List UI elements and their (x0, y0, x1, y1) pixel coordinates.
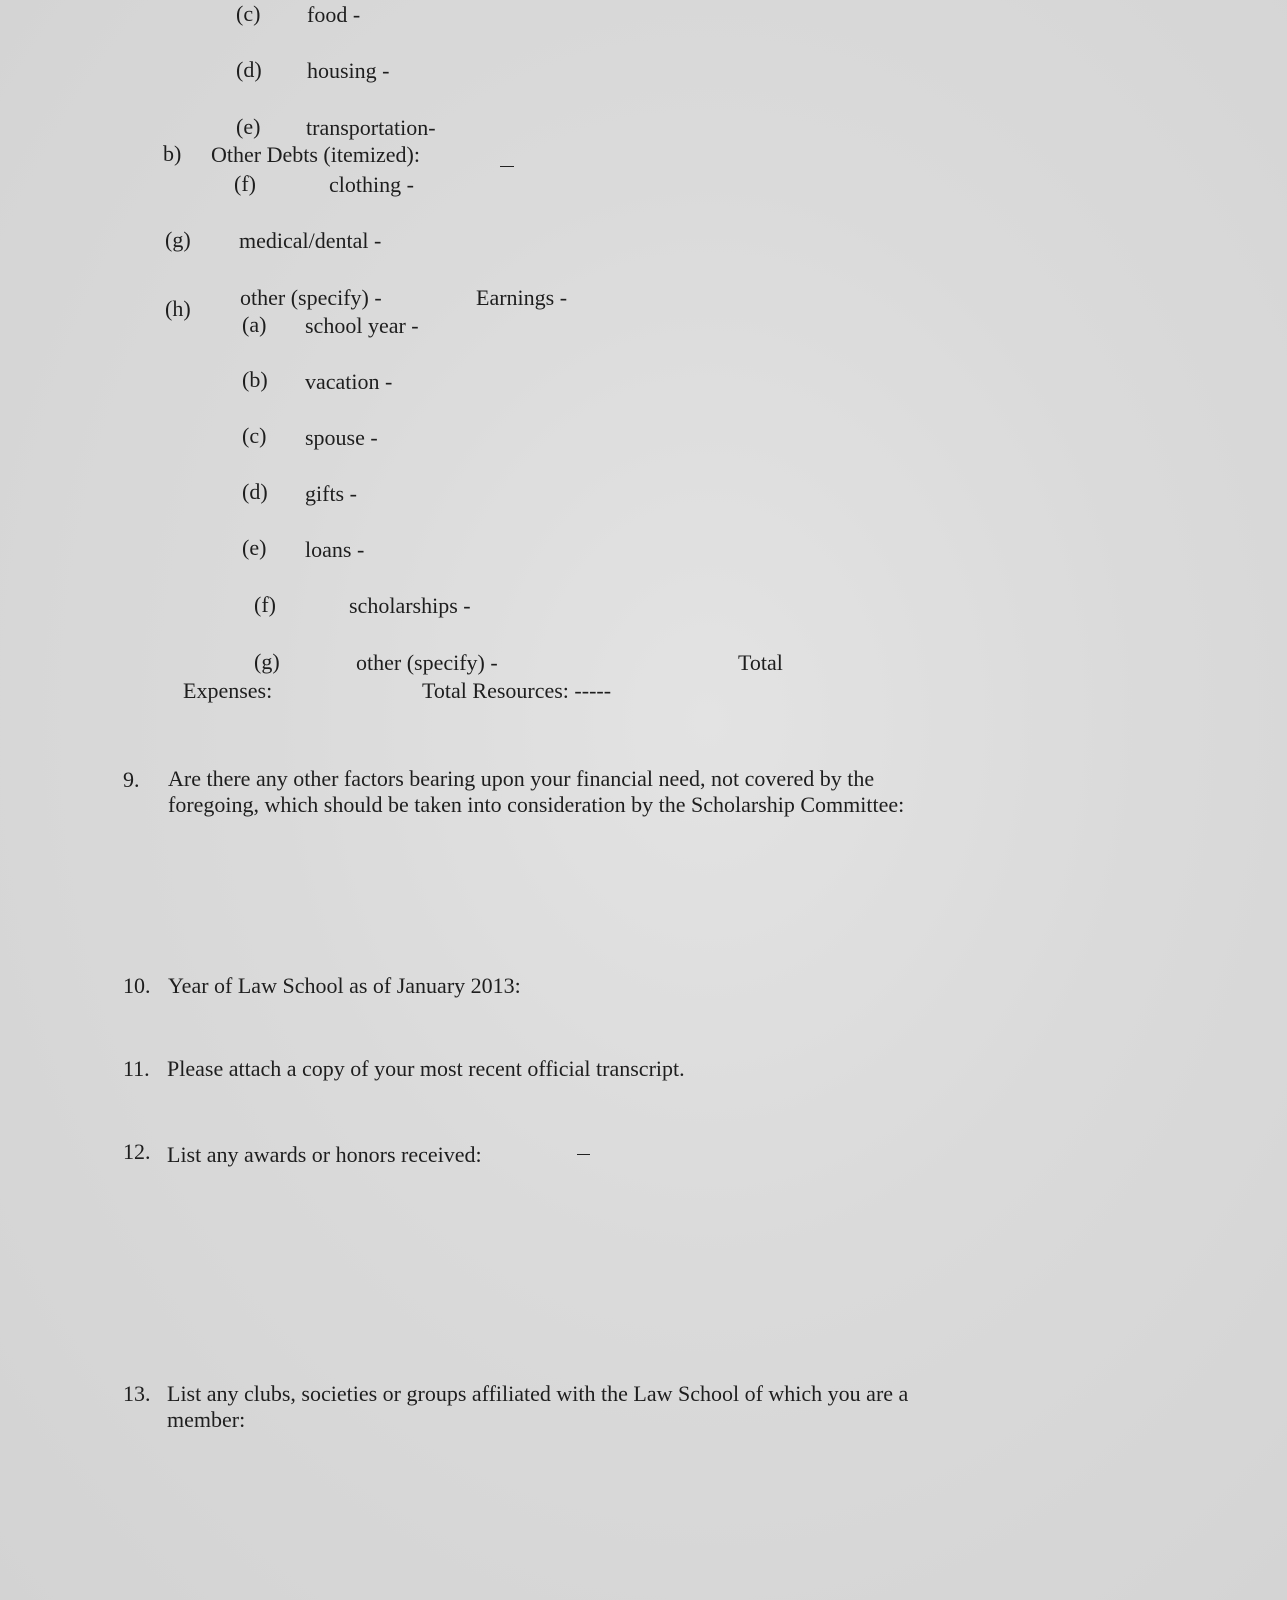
earning-marker-f: (f) (254, 592, 276, 617)
item-label-housing: housing - (307, 58, 390, 83)
question-13-text-line-1: List any clubs, societies or groups affiliated with the Law School of which you are a (167, 1381, 909, 1406)
earning-label-spouse: spouse - (305, 425, 378, 450)
earning-marker-b: (b) (242, 367, 268, 392)
question-13-number: 13. (123, 1381, 151, 1406)
earning-marker-a: (a) (242, 312, 267, 337)
answer-dash (577, 1154, 590, 1155)
question-12-number: 12. (123, 1139, 151, 1164)
earning-marker-e: (e) (242, 535, 267, 560)
debt-marker-g: (g) (165, 227, 191, 252)
earning-label-other-specify: other (specify) - (356, 650, 498, 675)
question-9-number: 9. (123, 767, 140, 792)
question-12-text: List any awards or honors received: (167, 1142, 482, 1167)
other-debts-marker: b) (163, 141, 182, 166)
debt-label-other-specify: other (specify) - (240, 285, 382, 310)
earning-label-scholarships: scholarships - (349, 593, 471, 618)
item-marker-d: (d) (236, 57, 262, 82)
other-debts-label: Other Debts (itemized): (211, 142, 420, 167)
question-13-text-line-2: member: (167, 1407, 246, 1432)
earning-label-school-year: school year - (305, 313, 419, 338)
earning-label-loans: loans - (305, 537, 365, 562)
question-10-number: 10. (123, 973, 151, 998)
total-word: Total (738, 650, 783, 675)
earning-marker-g: (g) (254, 649, 280, 674)
question-11-text: Please attach a copy of your most recent official transcript. (167, 1056, 685, 1081)
earning-label-gifts: gifts - (305, 481, 357, 506)
question-10-text: Year of Law School as of January 2013: (168, 973, 521, 998)
question-11-number: 11. (123, 1056, 150, 1081)
item-label-food: food - (307, 2, 361, 27)
debt-label-medical-dental: medical/dental - (239, 228, 382, 253)
earning-marker-c: (c) (242, 423, 267, 448)
total-resources-label: Total Resources: ----- (422, 678, 612, 703)
debt-marker-h: (h) (165, 296, 191, 321)
debt-marker-f: (f) (234, 171, 256, 196)
item-marker-e: (e) (236, 114, 261, 139)
question-9-text-line-1: Are there any other factors bearing upon your financial need, not covered by the (168, 766, 875, 791)
item-marker-c: (c) (236, 1, 261, 26)
debt-label-clothing: clothing - (329, 172, 414, 197)
earnings-heading: Earnings - (476, 285, 568, 310)
question-9-text-line-2: foregoing, which should be taken into consideration by the Scholarship Committee: (168, 792, 905, 817)
answer-dash (500, 166, 514, 167)
earning-label-vacation: vacation - (305, 369, 393, 394)
item-label-transportation: transportation- (306, 115, 436, 140)
earning-marker-d: (d) (242, 479, 268, 504)
total-expenses-label: Expenses: (183, 678, 273, 703)
